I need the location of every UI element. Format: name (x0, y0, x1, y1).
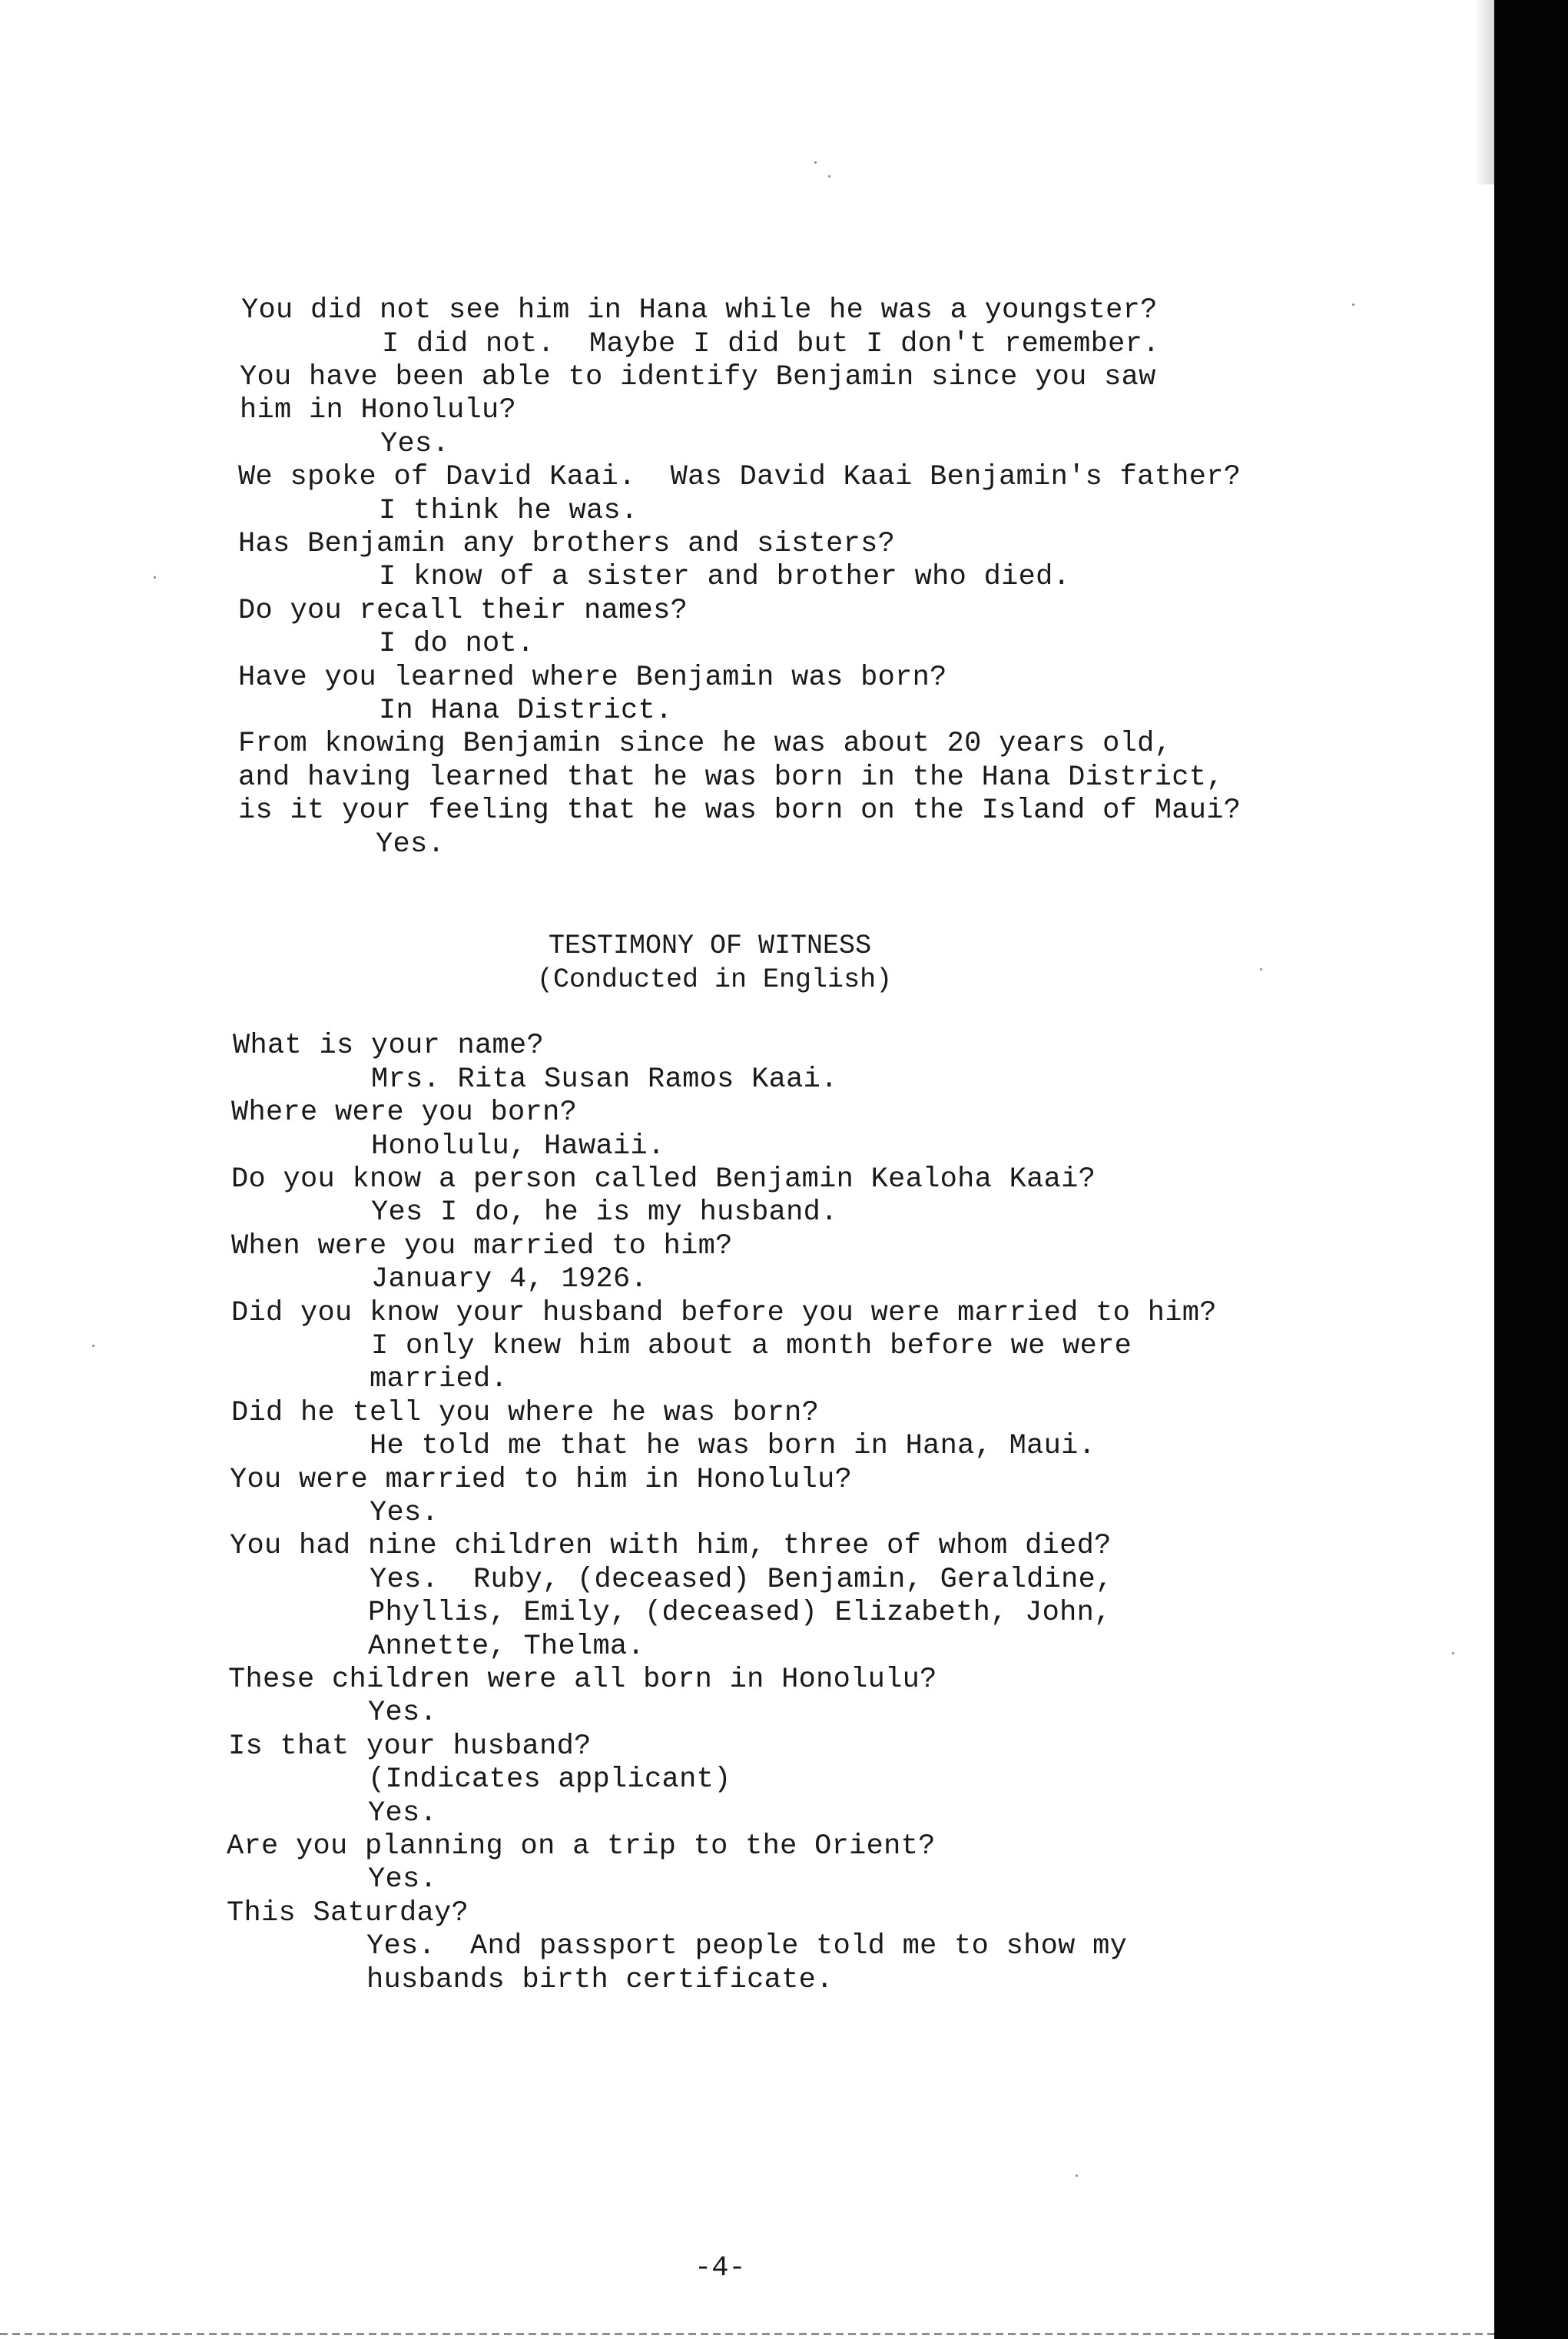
answer-line: Yes. (370, 1497, 439, 1529)
answer-line: I know of a sister and brother who died. (379, 561, 1071, 593)
question-line: Did you know your husband before you were married to him? (231, 1297, 1217, 1329)
scan-speck (1076, 2175, 1078, 2177)
question-line: You have been able to identify Benjamin since you saw (240, 361, 1156, 393)
answer-line: I think he was. (379, 495, 638, 527)
question-line: You did not see him in Hana while he was a youngster? (241, 294, 1158, 327)
question-line: You had nine children with him, three of whom died? (230, 1530, 1112, 1562)
question-line: Do you recall their names? (238, 595, 688, 627)
scan-shadow (1474, 0, 1494, 184)
question-line: These children were all born in Honolulu? (228, 1664, 937, 1696)
question-line: You were married to him in Honolulu? (230, 1464, 853, 1496)
answer-line: Yes. (368, 1797, 438, 1830)
answer-line: I do not. (379, 628, 535, 660)
answer-line: Yes. Ruby, (deceased) Benjamin, Geraldine, (370, 1564, 1113, 1596)
question-line: Do you know a person called Benjamin Kealoha Kaai? (231, 1163, 1096, 1196)
answer-line: Yes. And passport people told me to show my (366, 1930, 1128, 1962)
answer-line: Phyllis, Emily, (deceased) Elizabeth, John, (368, 1597, 1112, 1629)
scan-speck (814, 161, 817, 164)
scan-speck (1352, 304, 1354, 306)
question-line: and having learned that he was born in the Hana District, (238, 761, 1224, 794)
answer-line: Honolulu, Hawaii. (371, 1130, 665, 1163)
answer-line: husbands birth certificate. (366, 1964, 834, 1996)
question-line: is it your feeling that he was born on the Island of Maui? (238, 795, 1241, 827)
question-line: him in Honolulu? (240, 394, 517, 426)
scanner-edge (1494, 0, 1568, 2339)
answer-line: Annette, Thelma. (368, 1631, 645, 1663)
question-line: Where were you born? (231, 1097, 578, 1129)
answer-line: Yes. (376, 828, 446, 861)
testimony-subtitle: (Conducted in English) (537, 964, 893, 995)
page-number: -4- (694, 2252, 746, 2284)
question-line: When were you married to him? (231, 1230, 733, 1262)
scan-speck (1452, 1652, 1454, 1654)
question-line: What is your name? (233, 1030, 545, 1062)
answer-line: Yes. (368, 1697, 438, 1729)
scan-speck (92, 1345, 94, 1347)
answer-line: I did not. Maybe I did but I don't remember. (382, 328, 1160, 360)
question-line: We spoke of David Kaai. Was David Kaai Benjamin's father? (238, 461, 1241, 493)
answer-line: Yes. (368, 1863, 438, 1896)
answer-line: (Indicates applicant) (368, 1763, 731, 1796)
testimony-title: TESTIMONY OF WITNESS (549, 931, 872, 961)
answer-line: Yes. (380, 428, 450, 460)
question-line: This Saturday? (227, 1897, 469, 1929)
question-line: Are you planning on a trip to the Orient? (227, 1830, 936, 1863)
answer-line: married. (370, 1363, 509, 1395)
answer-line: Yes I do, he is my husband. (371, 1196, 838, 1229)
question-line: Has Benjamin any brothers and sisters? (238, 528, 896, 560)
scan-bottom-edge (0, 2333, 1494, 2335)
answer-line: In Hana District. (379, 695, 673, 727)
question-line: Did he tell you where he was born? (231, 1397, 820, 1429)
scan-speck (1260, 968, 1262, 970)
answer-line: I only knew him about a month before we were (371, 1330, 1132, 1362)
scan-speck (828, 175, 830, 177)
question-line: Have you learned where Benjamin was born? (238, 662, 947, 694)
question-line: From knowing Benjamin since he was about 20 years old, (238, 728, 1172, 760)
answer-line: He told me that he was born in Hana, Maui. (370, 1430, 1096, 1462)
answer-line: January 4, 1926. (371, 1263, 648, 1296)
question-line: Is that your husband? (228, 1730, 592, 1763)
scan-speck (154, 576, 156, 579)
answer-line: Mrs. Rita Susan Ramos Kaai. (371, 1063, 838, 1096)
